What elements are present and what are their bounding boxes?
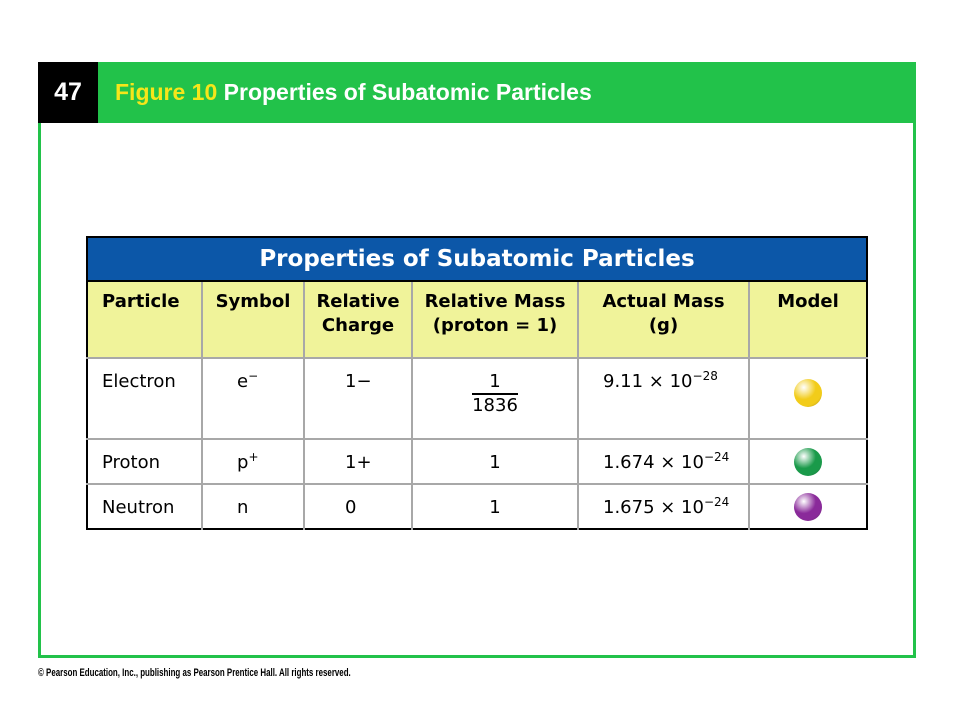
cell-particle: Electron xyxy=(87,358,202,439)
cell-symbol: n xyxy=(202,484,304,529)
cell-particle: Neutron xyxy=(87,484,202,529)
cell-actual-mass xyxy=(578,358,749,439)
column-header-model-line1: Model xyxy=(777,291,839,312)
actual-mass-exponent: −24 xyxy=(703,495,730,509)
cell-symbol xyxy=(202,358,304,439)
fraction-denominator: 1836 xyxy=(472,395,518,416)
table-row-proton xyxy=(87,439,867,484)
cell-model xyxy=(749,439,867,484)
cell-relative-mass: 1 xyxy=(412,439,578,484)
table-caption: Properties of Subatomic Particles xyxy=(87,237,867,281)
column-header-row xyxy=(87,281,867,358)
fraction-numerator: 1 xyxy=(472,371,518,395)
cell-actual-mass xyxy=(578,484,749,529)
cell-actual-mass xyxy=(578,439,749,484)
table-row-neutron xyxy=(87,484,867,529)
column-header-symbol-line1: Symbol xyxy=(215,291,291,312)
actual-mass-exponent: −24 xyxy=(703,450,730,464)
cell-relative-charge: 0 xyxy=(304,484,412,529)
electron-model-sphere xyxy=(794,379,822,407)
cell-model xyxy=(749,358,867,439)
table-row-electron xyxy=(87,358,867,439)
column-header-relmass-line1: Relative Mass xyxy=(424,291,566,312)
figure-label: Figure xyxy=(115,79,186,105)
figure-title xyxy=(115,79,592,106)
cell-relative-mass: 1 xyxy=(412,484,578,529)
cell-relative-mass xyxy=(412,358,578,439)
symbol-superscript: − xyxy=(248,369,259,383)
cell-relative-charge: 1− xyxy=(304,358,412,439)
properties-table-wrap xyxy=(86,236,866,530)
column-header-relative-charge xyxy=(304,281,412,358)
properties-table xyxy=(86,236,868,530)
column-header-actmass-line1: Actual Mass xyxy=(602,291,725,312)
column-header-model xyxy=(749,281,867,358)
cell-relative-charge: 1+ xyxy=(304,439,412,484)
symbol-base: e xyxy=(237,371,249,392)
column-header-particle xyxy=(87,281,202,358)
actual-mass-base: 1.674 × 10 xyxy=(603,452,704,473)
actual-mass-base: 9.11 × 10 xyxy=(603,371,693,392)
mass-fraction xyxy=(472,371,518,417)
proton-model-sphere xyxy=(794,448,822,476)
column-header-charge-line2: Charge xyxy=(321,315,395,336)
figure-number: 10 xyxy=(191,79,218,105)
neutron-model-sphere xyxy=(794,493,822,521)
column-header-actual-mass xyxy=(578,281,749,358)
cell-symbol xyxy=(202,439,304,484)
cell-model xyxy=(749,484,867,529)
figure-title-text: Properties of Subatomic Particles xyxy=(223,79,592,105)
column-header-charge-line1: Relative xyxy=(316,291,400,312)
cell-particle: Proton xyxy=(87,439,202,484)
column-header-relative-mass xyxy=(412,281,578,358)
actual-mass-exponent: −28 xyxy=(692,369,718,383)
header-bar xyxy=(38,62,916,123)
symbol-superscript: + xyxy=(248,450,259,464)
copyright-footer: © Pearson Education, Inc., publishing as Pearson Prentice Hall. All rights reserved. xyxy=(38,667,351,679)
column-header-particle-line1: Particle xyxy=(102,291,180,312)
column-header-relmass-line2: (proton = 1) xyxy=(432,315,558,336)
symbol-base: p xyxy=(237,452,249,473)
page-number: 47 xyxy=(38,62,98,123)
column-header-symbol xyxy=(202,281,304,358)
column-header-actmass-line2: (g) xyxy=(648,315,679,336)
actual-mass-base: 1.675 × 10 xyxy=(603,497,704,518)
